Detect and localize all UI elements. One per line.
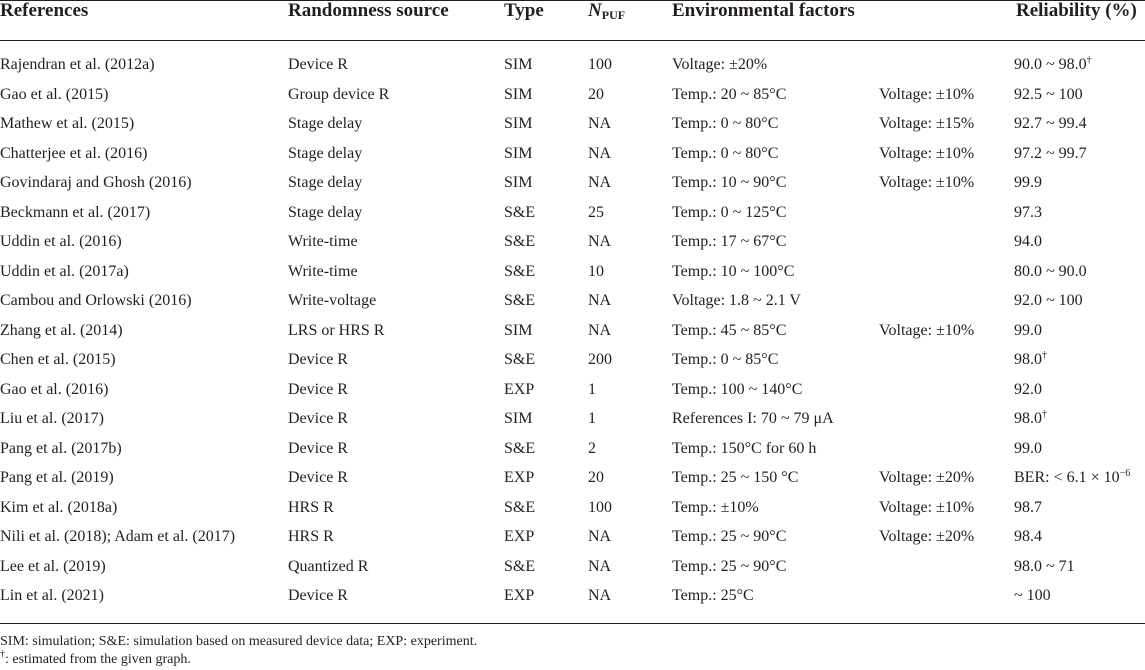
cell-reliability — [1014, 463, 1130, 493]
cell-reference-text: Mathew et al. (2015) — [0, 115, 135, 132]
cell-type — [504, 581, 534, 611]
cell-environment — [672, 168, 786, 198]
cell-type-text: S&E — [504, 203, 536, 221]
cell-reliability — [1014, 168, 1042, 198]
cell-type-text: SIM — [504, 321, 533, 339]
cell-npuf-text: NA — [588, 292, 612, 309]
cell-reference-text: Lin et al. (2021) — [0, 587, 104, 604]
cell-reliability-text: 90.0 ~ 98.0 — [1014, 56, 1087, 73]
cell-randomness-source — [288, 227, 358, 257]
cell-environment — [672, 50, 767, 80]
cell-reference — [0, 109, 134, 139]
cell-reliability-text: 99.9 — [1014, 174, 1042, 191]
reliability-superscript: −6 — [1119, 468, 1131, 479]
cell-reference-text: Uddin et al. (2016) — [0, 233, 122, 250]
reliability-superscript: † — [1042, 409, 1047, 420]
header-npuf — [588, 0, 625, 26]
cell-type-text: SIM — [504, 410, 533, 427]
cell-environment-text: Temp.: 10 ~ 90°C — [672, 174, 787, 191]
cell-reference-text: Rajendran et al. (2012a) — [0, 56, 155, 73]
cell-environment — [672, 522, 786, 552]
cell-npuf-text: NA — [588, 174, 612, 191]
cell-reference-text: Uddin et al. (2017a) — [0, 262, 129, 280]
cell-environment — [672, 139, 778, 169]
cell-environment-voltage-text: Voltage: ±10% — [879, 144, 975, 162]
cell-reference-text: Nili et al. (2018); Adam et al. (2017) — [0, 528, 236, 545]
cell-reliability — [1014, 316, 1042, 346]
cell-reliability — [1014, 227, 1042, 257]
cell-type — [504, 434, 535, 464]
cell-npuf-text: 1 — [588, 410, 596, 427]
cell-type-text: S&E — [504, 233, 536, 250]
cell-reference-text: Zhang et al. (2014) — [0, 321, 123, 339]
cell-type — [504, 168, 532, 198]
cell-npuf-text: NA — [588, 321, 612, 339]
cell-reference — [0, 434, 122, 464]
cell-environment — [672, 316, 786, 346]
table-row — [0, 198, 1145, 228]
cell-type — [504, 345, 535, 375]
header-type: Type — [504, 0, 544, 21]
cell-reliability — [1014, 522, 1042, 552]
cell-reliability-text: 99.0 — [1014, 321, 1042, 339]
cell-npuf-text: 2 — [588, 439, 596, 457]
cell-randomness-source-text: Stage delay — [288, 144, 363, 162]
table-header — [0, 0, 1145, 40]
cell-environment-text: Voltage: ±20% — [672, 56, 768, 73]
cell-randomness-source-text: Device R — [288, 469, 348, 486]
cell-type — [504, 463, 534, 493]
cell-environment-voltage — [879, 139, 974, 169]
cell-environment — [672, 434, 816, 464]
cell-environment-text: Temp.: 25 ~ 90°C — [672, 528, 787, 545]
cell-type — [504, 139, 532, 169]
cell-environment — [672, 493, 759, 523]
cell-reliability-text: 98.0 — [1014, 351, 1042, 368]
table-row — [0, 257, 1145, 287]
cell-randomness-source-text: LRS or HRS R — [288, 321, 385, 339]
cell-npuf — [588, 404, 596, 434]
cell-reference-text: Beckmann et al. (2017) — [0, 203, 151, 221]
cell-reference — [0, 139, 148, 169]
cell-randomness-source-text: HRS R — [288, 498, 334, 516]
cell-reliability-text: 97.2 ~ 99.7 — [1014, 144, 1087, 162]
cell-npuf — [588, 139, 611, 169]
table-row — [0, 581, 1145, 611]
header-randomness-source: Randomness source — [288, 0, 449, 21]
cell-npuf-text: 200 — [588, 351, 612, 368]
cell-reference-text: Pang et al. (2019) — [0, 469, 114, 486]
cell-reference-text: Gao et al. (2016) — [0, 380, 109, 398]
cell-randomness-source-text: Write-time — [288, 233, 358, 250]
cell-type — [504, 316, 532, 346]
cell-randomness-source — [288, 522, 334, 552]
cell-npuf — [588, 493, 612, 523]
cell-reliability-text: ~ 100 — [1014, 587, 1051, 604]
cell-environment-text: Temp.: 17 ~ 67°C — [672, 233, 787, 250]
cell-type-text: EXP — [504, 528, 535, 545]
cell-type-text: S&E — [504, 498, 536, 516]
table-row — [0, 522, 1145, 552]
cell-randomness-source-text: Group device R — [288, 85, 390, 103]
cell-type — [504, 404, 532, 434]
cell-randomness-source-text: Device R — [288, 410, 348, 427]
cell-type-text: SIM — [504, 174, 533, 191]
footnote-dagger-mark: † — [0, 649, 5, 660]
cell-npuf-text: 1 — [588, 380, 596, 398]
cell-reference-text: Lee et al. (2019) — [0, 557, 106, 575]
cell-reference — [0, 316, 123, 346]
cell-reference — [0, 522, 235, 552]
cell-reliability-text: 98.0 ~ 71 — [1014, 557, 1075, 575]
cell-randomness-source — [288, 50, 348, 80]
cell-reference-text: Gao et al. (2015) — [0, 85, 109, 103]
cell-reference — [0, 345, 116, 375]
cell-randomness-source — [288, 375, 348, 405]
cell-randomness-source-text: Stage delay — [288, 174, 363, 191]
cell-environment-voltage — [879, 493, 974, 523]
cell-environment-text: Temp.: 0 ~ 80°C — [672, 115, 779, 132]
cell-reference — [0, 581, 104, 611]
cell-npuf — [588, 168, 611, 198]
cell-reliability — [1014, 139, 1087, 169]
cell-environment-text: Voltage: 1.8 ~ 2.1 V — [672, 292, 801, 309]
cell-reliability — [1014, 404, 1047, 434]
cell-type-text: SIM — [504, 56, 533, 73]
cell-reliability-text: 92.5 ~ 100 — [1014, 85, 1083, 103]
cell-reliability-text: BER: < 6.1 × 10 — [1014, 469, 1120, 486]
cell-npuf-text: 20 — [588, 85, 604, 103]
cell-reliability — [1014, 552, 1075, 582]
cell-reliability-text: 92.0 — [1014, 380, 1042, 398]
cell-type-text: S&E — [504, 292, 536, 309]
cell-randomness-source — [288, 316, 384, 346]
cell-randomness-source — [288, 404, 348, 434]
cell-randomness-source — [288, 581, 348, 611]
cell-environment-text: Temp.: 20 ~ 85°C — [672, 85, 787, 103]
cell-environment-text: Temp.: 0 ~ 80°C — [672, 144, 779, 162]
cell-type — [504, 257, 535, 287]
table-row — [0, 463, 1145, 493]
footnote-dagger — [0, 651, 1145, 669]
cell-npuf — [588, 109, 611, 139]
cell-randomness-source — [288, 552, 368, 582]
cell-type-text: S&E — [504, 557, 536, 575]
cell-reliability-text: 92.7 ~ 99.4 — [1014, 115, 1087, 132]
cell-reliability — [1014, 286, 1083, 316]
cell-randomness-source-text: Write-voltage — [288, 292, 377, 309]
cell-reference — [0, 257, 129, 287]
cell-randomness-source — [288, 257, 358, 287]
cell-npuf-text: 20 — [588, 469, 604, 486]
cell-npuf — [588, 316, 611, 346]
cell-type-text: S&E — [504, 439, 536, 457]
footnote-abbreviations: SIM: simulation; S&E: simulation based on measured device data; EXP: experiment. — [0, 634, 478, 649]
table-row — [0, 404, 1145, 434]
cell-randomness-source-text: Device R — [288, 587, 348, 604]
cell-npuf-text: 100 — [588, 56, 612, 73]
table-row — [0, 80, 1145, 110]
cell-npuf — [588, 50, 612, 80]
cell-reliability — [1014, 109, 1087, 139]
cell-randomness-source — [288, 493, 334, 523]
bottom-rule — [0, 623, 1145, 624]
cell-reliability — [1014, 345, 1047, 375]
cell-randomness-source-text: Device R — [288, 380, 348, 398]
cell-type — [504, 522, 534, 552]
cell-reference — [0, 404, 104, 434]
cell-npuf — [588, 198, 604, 228]
cell-reliability-text: 94.0 — [1014, 233, 1042, 250]
cell-environment-text: Temp.: 150°C for 60 h — [672, 439, 817, 457]
cell-reference — [0, 168, 192, 198]
cell-reliability-text: 98.7 — [1014, 498, 1042, 516]
cell-reference-text: Chatterjee et al. (2016) — [0, 144, 148, 162]
cell-environment-text: Temp.: 45 ~ 85°C — [672, 321, 787, 339]
cell-npuf-text: 100 — [588, 498, 612, 516]
cell-type — [504, 375, 534, 405]
cell-reference — [0, 493, 117, 523]
cell-type-text: EXP — [504, 469, 535, 486]
cell-reliability — [1014, 493, 1042, 523]
cell-type-text: S&E — [504, 351, 536, 368]
cell-npuf — [588, 581, 611, 611]
cell-environment-voltage — [879, 109, 974, 139]
cell-reference — [0, 50, 155, 80]
table-row — [0, 434, 1145, 464]
cell-npuf — [588, 434, 596, 464]
cell-reliability — [1014, 198, 1042, 228]
cell-randomness-source — [288, 463, 348, 493]
cell-reliability-text: 99.0 — [1014, 439, 1042, 457]
cell-reference-text: Kim et al. (2018a) — [0, 498, 118, 516]
header-reliability: Reliability (%) — [1016, 0, 1137, 21]
cell-randomness-source — [288, 345, 348, 375]
cell-reliability-text: 98.0 — [1014, 410, 1042, 427]
cell-npuf — [588, 552, 611, 582]
cell-reference-text: Liu et al. (2017) — [0, 410, 104, 427]
cell-reliability — [1014, 434, 1042, 464]
cell-environment — [672, 375, 802, 405]
cell-environment-text: Temp.: 0 ~ 85°C — [672, 351, 779, 368]
cell-npuf — [588, 286, 611, 316]
cell-environment-voltage — [879, 316, 974, 346]
cell-randomness-source-text: Device R — [288, 439, 348, 457]
cell-environment-voltage — [879, 463, 974, 493]
cell-reference-text: Pang et al. (2017b) — [0, 439, 122, 457]
cell-randomness-source — [288, 109, 362, 139]
cell-reference-text: Govindaraj and Ghosh (2016) — [0, 174, 192, 191]
cell-type-text: SIM — [504, 85, 533, 103]
cell-reliability-text: 80.0 ~ 90.0 — [1014, 262, 1087, 280]
cell-type — [504, 80, 532, 110]
cell-type — [504, 493, 535, 523]
cell-npuf — [588, 522, 611, 552]
cell-environment-text: Temp.: 0 ~ 125°C — [672, 203, 787, 221]
table-row — [0, 552, 1145, 582]
cell-type-text: SIM — [504, 115, 533, 132]
cell-type — [504, 227, 535, 257]
table-row — [0, 345, 1145, 375]
cell-randomness-source — [288, 286, 376, 316]
header-npuf-sub: PUF — [601, 8, 626, 22]
cell-environment-voltage-text: Voltage: ±10% — [879, 498, 975, 516]
cell-randomness-source-text: Stage delay — [288, 115, 363, 132]
cell-environment-voltage-text: Voltage: ±10% — [879, 321, 975, 339]
cell-npuf-text: 10 — [588, 262, 604, 280]
cell-randomness-source-text: Device R — [288, 351, 348, 368]
cell-environment-voltage-text: Voltage: ±20% — [879, 528, 975, 545]
cell-environment-text: Temp.: 25 ~ 90°C — [672, 557, 787, 575]
cell-environment — [672, 257, 794, 287]
cell-npuf-text: NA — [588, 557, 612, 575]
header-rule — [0, 40, 1145, 41]
cell-reliability — [1014, 257, 1087, 287]
reliability-superscript: † — [1042, 350, 1047, 361]
cell-environment — [672, 404, 834, 434]
cell-environment-voltage-text: Voltage: ±10% — [879, 174, 975, 191]
cell-environment-voltage-text: Voltage: ±20% — [879, 469, 975, 486]
cell-environment-voltage — [879, 80, 974, 110]
cell-type-text: SIM — [504, 144, 533, 162]
cell-npuf — [588, 463, 604, 493]
cell-reliability-text: 97.3 — [1014, 203, 1042, 221]
cell-environment — [672, 345, 778, 375]
cell-environment-text: Temp.: 25 ~ 150 °C — [672, 469, 799, 486]
cell-reliability — [1014, 50, 1092, 80]
cell-environment-voltage-text: Voltage: ±15% — [879, 115, 975, 132]
table-row — [0, 493, 1145, 523]
cell-type — [504, 50, 532, 80]
cell-reference-text: Cambou and Orlowski (2016) — [0, 292, 192, 309]
cell-environment — [672, 227, 786, 257]
cell-environment-text: Temp.: 100 ~ 140°C — [672, 380, 803, 398]
cell-randomness-source — [288, 198, 362, 228]
table-row — [0, 227, 1145, 257]
cell-reference — [0, 375, 108, 405]
cell-npuf-text: NA — [588, 144, 612, 162]
cell-randomness-source — [288, 80, 389, 110]
cell-environment — [672, 109, 778, 139]
cell-reference — [0, 286, 192, 316]
table-row — [0, 375, 1145, 405]
cell-reference — [0, 552, 106, 582]
table-row — [0, 50, 1145, 80]
cell-randomness-source-text: HRS R — [288, 528, 334, 545]
cell-type-text: EXP — [504, 587, 535, 604]
cell-npuf-text: NA — [588, 233, 612, 250]
cell-npuf — [588, 227, 611, 257]
cell-type — [504, 109, 532, 139]
cell-environment-text: Temp.: 10 ~ 100°C — [672, 262, 795, 280]
cell-npuf — [588, 257, 604, 287]
cell-type-text: S&E — [504, 262, 536, 280]
cell-type — [504, 198, 535, 228]
cell-npuf-text: 25 — [588, 203, 604, 221]
cell-reliability-text: 98.4 — [1014, 528, 1042, 545]
cell-npuf — [588, 80, 604, 110]
cell-environment-text: Temp.: ±10% — [672, 498, 759, 516]
header-environmental-factors: Environmental factors — [672, 0, 855, 21]
cell-reliability — [1014, 581, 1051, 611]
cell-randomness-source — [288, 434, 348, 464]
header-npuf-main: N — [588, 0, 602, 21]
cell-environment-voltage — [879, 168, 974, 198]
cell-npuf — [588, 375, 596, 405]
cell-randomness-source-text: Device R — [288, 56, 348, 73]
table-row — [0, 286, 1145, 316]
footnote-dagger-text: : estimated from the given graph. — [5, 652, 191, 667]
table-row — [0, 316, 1145, 346]
cell-environment — [672, 286, 801, 316]
cell-reference — [0, 198, 150, 228]
cell-randomness-source — [288, 139, 362, 169]
cell-environment-text: References I: 70 ~ 79 μA — [672, 410, 834, 427]
cell-randomness-source-text: Quantized R — [288, 557, 369, 575]
cell-environment-text: Temp.: 25°C — [672, 587, 754, 604]
cell-reliability-text: 92.0 ~ 100 — [1014, 292, 1083, 309]
cell-npuf — [588, 345, 612, 375]
reliability-superscript: † — [1086, 55, 1092, 66]
header-references: References — [0, 0, 89, 21]
cell-type — [504, 552, 535, 582]
cell-npuf-text: NA — [588, 587, 612, 604]
cell-reliability — [1014, 375, 1042, 405]
cell-reference — [0, 80, 108, 110]
cell-randomness-source-text: Stage delay — [288, 203, 363, 221]
cell-environment — [672, 463, 798, 493]
cell-environment — [672, 581, 754, 611]
table-row — [0, 168, 1145, 198]
cell-type — [504, 286, 535, 316]
cell-environment-voltage — [879, 522, 974, 552]
cell-reference-text: Chen et al. (2015) — [0, 351, 116, 368]
cell-type-text: EXP — [504, 380, 535, 398]
cell-reference — [0, 227, 122, 257]
cell-reference — [0, 463, 114, 493]
cell-environment — [672, 198, 786, 228]
cell-reliability — [1014, 80, 1083, 110]
table-row — [0, 139, 1145, 169]
cell-environment — [672, 552, 786, 582]
cell-npuf-text: NA — [588, 115, 612, 132]
table-row — [0, 109, 1145, 139]
cell-environment-voltage-text: Voltage: ±10% — [879, 85, 975, 103]
cell-randomness-source-text: Write-time — [288, 262, 358, 280]
cell-npuf-text: NA — [588, 528, 612, 545]
cell-environment — [672, 80, 786, 110]
cell-randomness-source — [288, 168, 362, 198]
